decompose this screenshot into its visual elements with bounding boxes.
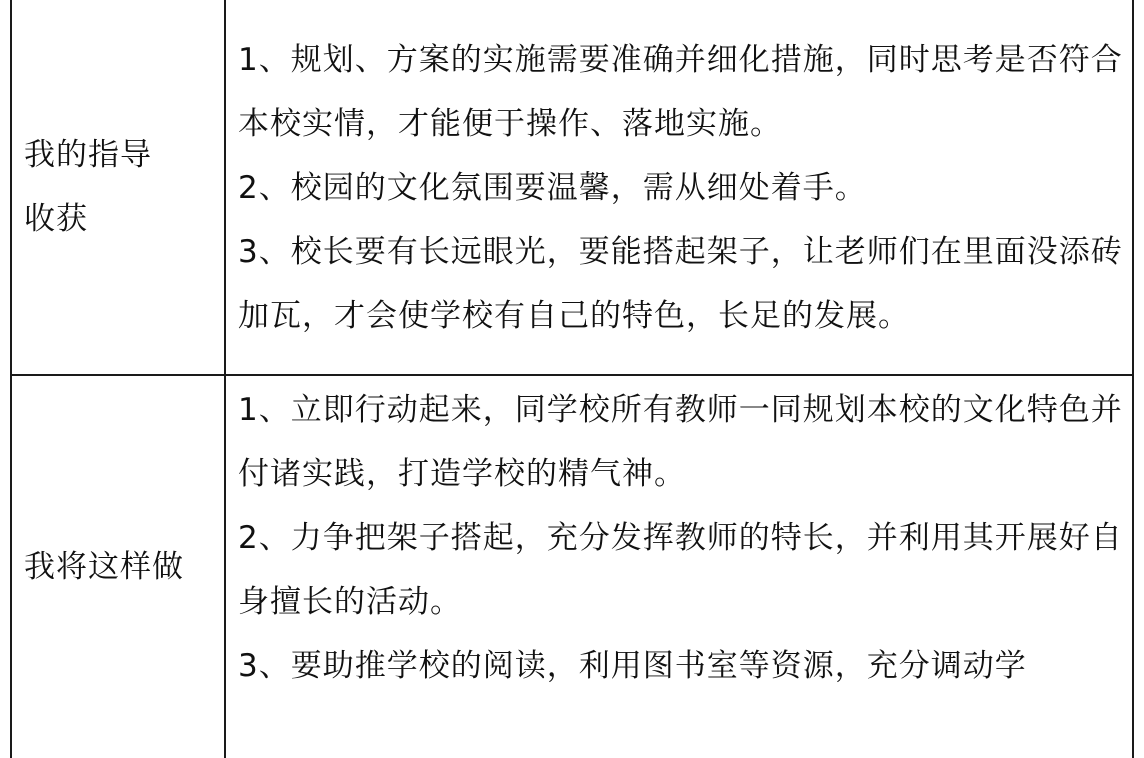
row-label-line: 我将这样做	[24, 549, 184, 585]
table-row-guidance	[11, 0, 1133, 375]
paragraph: 2、校园的文化氛围要温馨，需从细处着手。	[238, 170, 867, 206]
paragraph: 1、规划、方案的实施需要准确并细化措施，同时思考是否符合本校实情，才能便于操作、落地实施。	[238, 42, 1123, 142]
row-label-cell	[11, 0, 225, 375]
row-label-line: 收获	[24, 201, 88, 237]
paragraph: 1、立即行动起来，同学校所有教师一同规划本校的文化特色并付诸实践，打造学校的精气神。	[238, 392, 1123, 492]
row-content-cell	[225, 375, 1133, 758]
table-row-plan	[11, 375, 1133, 758]
row-label-cell	[11, 375, 225, 758]
row-label-line: 我的指导	[24, 137, 152, 173]
document-table	[10, 0, 1134, 758]
paragraph: 3、校长要有长远眼光，要能搭起架子，让老师们在里面没添砖加瓦，才会使学校有自己的特色，长足的发展。	[238, 234, 1123, 334]
row-content-cell	[225, 0, 1133, 375]
paragraph: 2、力争把架子搭起，充分发挥教师的特长，并利用其开展好自身擅长的活动。	[238, 520, 1123, 620]
paragraph: 3、要助推学校的阅读，利用图书室等资源，充分调动学	[238, 648, 1027, 684]
